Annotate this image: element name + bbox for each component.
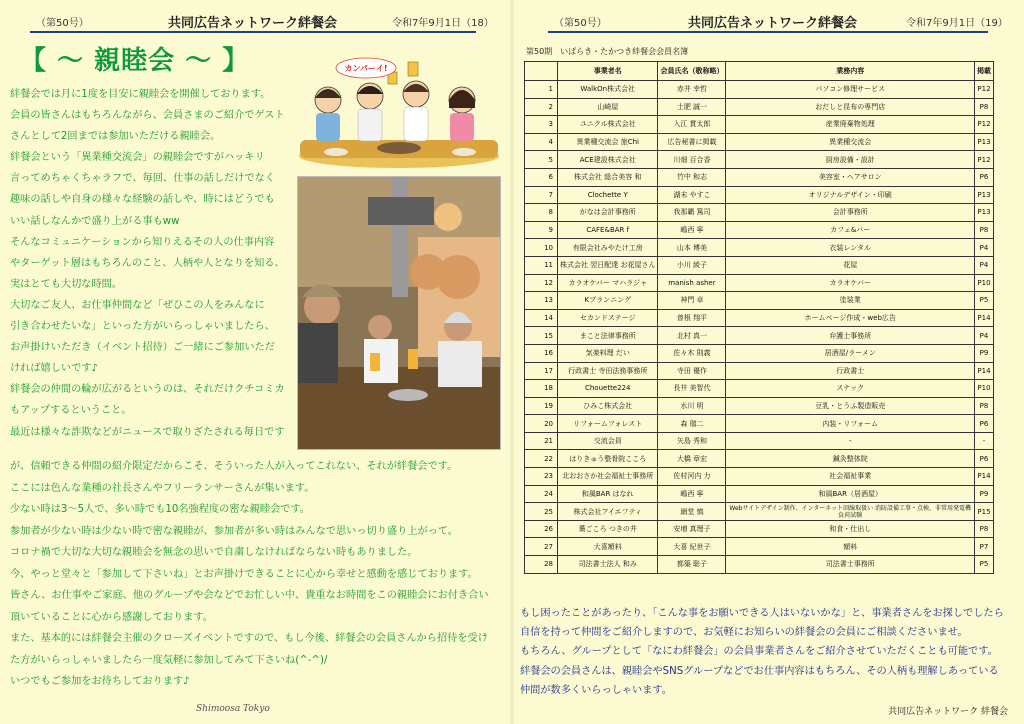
body-line: 皆さん、お仕事やご家庭、他のグループや会などでお忙しい中、貴重なお時間をこの親睦会にお付き合い [10,590,489,601]
issue-number: （第50号） [36,18,89,29]
table-row [525,81,994,99]
business-description: ホームページ作成・web広告 [726,309,975,327]
row-number: 2 [525,98,558,116]
row-number: 1 [525,81,558,99]
table-row [525,292,994,310]
member-name: manish asher [658,274,726,292]
member-roster-table [524,61,994,574]
business-description: 行政書士 [726,362,975,380]
member-name: 山本 博美 [658,239,726,257]
issue-date-page: 令和7年9月1日（19） [906,18,1008,29]
page-ref: P6 [975,450,994,468]
member-name: 都築 聡子 [658,556,726,574]
business-description: オリジナルデザイン・印刷 [726,186,975,204]
body-line: やターゲット層はもちろんのこと、人柄や人となりを知る、 [10,257,285,269]
member-name: 佐村河内 力 [658,468,726,486]
member-name: 矢島 秀和 [658,432,726,450]
body-line: 会員の皆さんはもちろんながら、会員さまのご紹介でゲスト [10,110,285,122]
business-description: 厨房設備・設計 [726,151,975,169]
row-number: 7 [525,186,558,204]
page-ref: P12 [975,116,994,134]
business-name: はりきゅう整骨院こころ [558,450,658,468]
business-description: 居酒屋/ラーメン [726,344,975,362]
business-name: セカンドステージ [558,309,658,327]
body-line: コロナ禍で大切な大切な親睦会を無念の思いで自粛しなければならない時もありました。 [10,547,418,558]
body-line: もちろん、グループとして「なにわ絆餐会」の会員事業者さんをご紹介させていただくことも可能です。 [520,646,998,658]
table-row [525,327,994,345]
business-description: 内装・リフォーム [726,415,975,433]
row-number: 10 [525,239,558,257]
business-name: Clochette Y [558,186,658,204]
row-number: 4 [525,133,558,151]
page-ref: P9 [975,344,994,362]
business-description: - [726,432,975,450]
business-description: 和食・仕出し [726,520,975,538]
body-line: ここには色んな業種の社長さんやフリーランサーさんが集います。 [10,482,315,494]
business-name: 蕎ごころ つきの井 [558,520,658,538]
table-row [525,168,994,186]
business-name: がなは会計事務所 [558,204,658,222]
section-heading: 【 ～ 親睦会 ～ 】 [20,46,250,76]
row-number: 28 [525,556,558,574]
row-number: 14 [525,309,558,327]
member-name: 土肥 誠一 [658,98,726,116]
body-line: 絆餐会の仲間の輪が広がるというのは、それだけクチコミカ [10,384,285,396]
member-name: 赤井 幸哲 [658,81,726,99]
business-name: 気楽料理 だい [558,344,658,362]
business-name: 株式会社アイエフティ [558,503,658,521]
member-name: 湖末 やすこ [658,186,726,204]
business-description: 司法書士事務所 [726,556,975,574]
member-name: 森 瑞二 [658,415,726,433]
business-name: 交流会員 [558,432,658,450]
page-ref: P4 [975,239,994,257]
business-description: スナック [726,380,975,398]
table-row [525,98,994,116]
body-line: さんとして2回までは参加いただける親睦会。 [10,131,221,143]
member-name: 神門 卓 [658,292,726,310]
member-name: 小川 綾子 [658,256,726,274]
page-ref: - [975,432,994,450]
business-description: 社会福祉事業 [726,468,975,486]
body-line: 趣味の話しや自身の様々な経験の話しや、時にはどうでも [10,194,275,206]
page-ref: P14 [975,362,994,380]
body-line: 実はとても大切な時間。 [10,278,123,290]
business-name: CAFE&BAR f [558,221,658,239]
body-line: そんなコミュニケーションから知りえるその人の仕事内容 [10,236,275,248]
page-ref: P9 [975,485,994,503]
business-description: 会計事務所 [726,204,975,222]
business-name: リフォームフォレスト [558,415,658,433]
business-description: 額料 [726,538,975,556]
page-ref: P10 [975,380,994,398]
party-photo [297,176,501,450]
table-row [525,116,994,134]
business-description: 産業廃棄物処理 [726,116,975,134]
row-number: 24 [525,485,558,503]
page-ref: P4 [975,327,994,345]
business-description: Webサイトデザイン制作、インターネット回線取扱い 消防設備工事・点検、非常用発電機負荷試験 [726,503,975,521]
body-line: 言ってめちゃくちゃラフで、毎回、仕事の話しだけでなく [10,173,275,185]
table-row [525,556,994,574]
table-row [525,380,994,398]
table-row [525,362,994,380]
business-name: まこと法律事務所 [558,327,658,345]
signature: Shimoosa Tokyo [196,704,270,714]
business-name: カラオケバー マハラジャ [558,274,658,292]
member-name: 竹中 和志 [658,168,726,186]
row-number: 17 [525,362,558,380]
page-ref: P14 [975,468,994,486]
page-ref: P8 [975,520,994,538]
page-ref: P12 [975,151,994,169]
page-ref: P7 [975,538,994,556]
row-number: 12 [525,274,558,292]
header-rule [548,31,988,33]
table-row [525,204,994,222]
business-name: Kプランニング [558,292,658,310]
body-line: また、基本的には絆餐会主催のクローズイベントですので、もし今後、絆餐会の会員さんから招待を受け [10,633,488,644]
page-ref: P13 [975,133,994,151]
body-line: もアップするということ。 [10,405,132,417]
body-line: 絆餐会という「異業種交流会」の親睦会ですがハッキリ [10,152,265,164]
right-page [514,0,1024,724]
row-number: 18 [525,380,558,398]
business-name: 行政書士 寺田法務事務所 [558,362,658,380]
row-number: 16 [525,344,558,362]
business-name: 有限会社みやたけ工房 [558,239,658,257]
member-name: 嶋西 寧 [658,221,726,239]
closing-message [520,604,1020,700]
column-header: 掲載 [975,62,994,81]
page-ref: P10 [975,274,994,292]
page-ref: P12 [975,81,994,99]
member-name: 寺田 優作 [658,362,726,380]
page-ref: P5 [975,556,994,574]
member-name: 水川 明 [658,397,726,415]
row-number: 8 [525,204,558,222]
table-row [525,239,994,257]
business-name: 司法書士法人 和み [558,556,658,574]
speech-bubble [336,58,396,78]
business-name: ACE建設株式会社 [558,151,658,169]
body-line: 頂いていることに心から感謝しております。 [10,611,213,623]
member-name: 佐々木 則義 [658,344,726,362]
page-ref: P8 [975,98,994,116]
column-header: 業務内容 [726,62,975,81]
body-line: 参加者が少ない時は少ない時で密な親睦が、参加者が多い時はみんなで思いっ切り盛り上がって。 [10,525,459,537]
body-line: 自信を持って仲間をご紹介しますので、お気軽にお知らいの絆餐会の会員にご相談くださいませ。 [520,627,968,639]
left-page [0,0,510,724]
table-row [525,468,994,486]
issue-number: （第50号） [554,18,607,29]
table-row [525,186,994,204]
table-row [525,450,994,468]
row-number: 23 [525,468,558,486]
member-name: 安増 真理子 [658,520,726,538]
table-row [525,432,994,450]
business-description: 美容室・ヘアサロン [726,168,975,186]
member-name: 川畑 百合香 [658,151,726,169]
row-number: 5 [525,151,558,169]
row-number: 25 [525,503,558,521]
page-ref: P6 [975,415,994,433]
newsletter-title: 共同広告ネットワーク絆餐会 [168,16,338,31]
business-description: 鍼灸整体院 [726,450,975,468]
page-ref: P4 [975,256,994,274]
page-ref: P5 [975,292,994,310]
business-name: 株式会社 総合美容 和 [558,168,658,186]
column-header [525,62,558,81]
column-header: 事業者名 [558,62,658,81]
business-description: カラオケバー [726,274,975,292]
body-line: 今、やっと堂々と「参加して下さいね」とお声掛けできることに心から幸せと感動を感じております。 [10,568,478,580]
body-line: もし困ったことがあったり、「こんな事をお願いできる人はいないかな」と、事業者さんをお探しでしたら [520,608,1004,619]
business-name: WalkOn株式会社 [558,81,658,99]
row-number: 19 [525,397,558,415]
row-number: 3 [525,116,558,134]
row-number: 13 [525,292,558,310]
business-description: 花屋 [726,256,975,274]
header-rule [30,31,476,33]
member-name: 網堂 慎 [658,503,726,521]
member-name: 入江 貫太郎 [658,116,726,134]
row-number: 6 [525,168,558,186]
business-description: 塗装業 [726,292,975,310]
row-number: 11 [525,256,558,274]
issue-date-page: 令和7年9月1日（18） [392,18,494,29]
table-row [525,397,994,415]
body-line: が、信頼できる仲間の紹介限定だからこそ、そういった人が入ってこれない、それが絆餐会です。 [10,461,458,472]
body-line: いつでもご参加をお待ちしております♪ [10,676,190,687]
business-description: パソコン修理サービス [726,81,975,99]
page-ref: P8 [975,397,994,415]
toast-cartoon-illustration [296,56,502,170]
page-ref: P13 [975,204,994,222]
page-ref: P15 [975,503,994,521]
page-ref: P13 [975,186,994,204]
table-row [525,538,994,556]
table-row [525,503,994,521]
table-row [525,274,994,292]
member-name: 広告秘書に掲載 [658,133,726,151]
business-name: 北おおさか社会福祉士事務所 [558,468,658,486]
table-row [525,151,994,169]
table-row [525,415,994,433]
body-line: ければ嬉しいです♪ [10,363,99,375]
body-line: 絆餐会では月に1度を目安に親睦会を開催しております。 [10,89,271,100]
body-line: 大切なご友人、お仕事仲間など「ぜひこの人をみんなに [10,299,265,311]
business-description: おだしと昆布の専門店 [726,98,975,116]
business-name: 異業種交流会 旅Chi [558,133,658,151]
body-line: 仲間が数多くいらっしゃいます。 [520,684,672,696]
page-ref: P6 [975,168,994,186]
table-row [525,520,994,538]
newsletter-title: 共同広告ネットワーク絆餐会 [688,16,858,31]
body-line: 絆餐会の会員さんは、親睦会やSNSグループなどでお仕事内容はもちろん、その人柄も理解しあっている [520,665,999,677]
member-name: 北村 真一 [658,327,726,345]
business-description: 豆乳・とうふ製造販売 [726,397,975,415]
business-description: 衣装レンタル [726,239,975,257]
member-name: 大喜 紀世子 [658,538,726,556]
business-name: ひみこ株式会社 [558,397,658,415]
page-ref: P8 [975,221,994,239]
member-name: 嶋西 寧 [658,485,726,503]
table-row [525,133,994,151]
member-name: 長井 美智代 [658,380,726,398]
business-name: ユニクル株式会社 [558,116,658,134]
business-name: 大喜額料 [558,538,658,556]
row-number: 22 [525,450,558,468]
body-line: た方がいらっしゃいましたら一度気軽に参加してみて下さいね(^-^)/ [10,654,328,666]
member-name: 曽根 翔平 [658,309,726,327]
row-number: 27 [525,538,558,556]
business-name: Chouette224 [558,380,658,398]
body-line: 少ない時は3～5人で、多い時でも10名強程度の密な親睦会です。 [10,504,310,515]
table-row [525,309,994,327]
roster-caption: 第50期 いばらき・たかつき絆餐会会員名簿 [526,47,689,56]
table-row [525,344,994,362]
member-name: 我那覇 篤司 [658,204,726,222]
table-row [525,485,994,503]
table-row [525,256,994,274]
business-name: 和風BAR はなれ [558,485,658,503]
business-name: 株式会社 翌日配達 お花屋さん [558,256,658,274]
article-body-continued [10,456,502,693]
footer-org-name: 共同広告ネットワーク 絆餐会 [888,707,1008,717]
row-number: 26 [525,520,558,538]
body-line: いい話しなんかで盛り上がる事もww [10,215,180,227]
article-body [10,84,296,443]
business-description: 弁護士事務所 [726,327,975,345]
row-number: 20 [525,415,558,433]
business-description: カフェ&バー [726,221,975,239]
table-header-row [525,62,994,81]
body-line: お声掛けいただき（イベント招待）ご一緒にご参加いただ [10,342,275,354]
body-line: 引き合わせたいな」といった方がいらっしゃいましたら、 [10,321,275,333]
row-number: 15 [525,327,558,345]
speech-bubble-text: カンパーイ! [344,64,388,73]
business-name: 山崎屋 [558,98,658,116]
body-line: 最近は様々な詐欺などがニュースで取りざたされる毎日です [10,426,285,438]
page-ref: P14 [975,309,994,327]
column-header: 会員氏名（敬称略） [658,62,726,81]
table-row [525,221,994,239]
member-name: 大橋 章宏 [658,450,726,468]
business-description: 和風BAR（居酒屋） [726,485,975,503]
business-description: 異業種交流会 [726,133,975,151]
row-number: 21 [525,432,558,450]
row-number: 9 [525,221,558,239]
